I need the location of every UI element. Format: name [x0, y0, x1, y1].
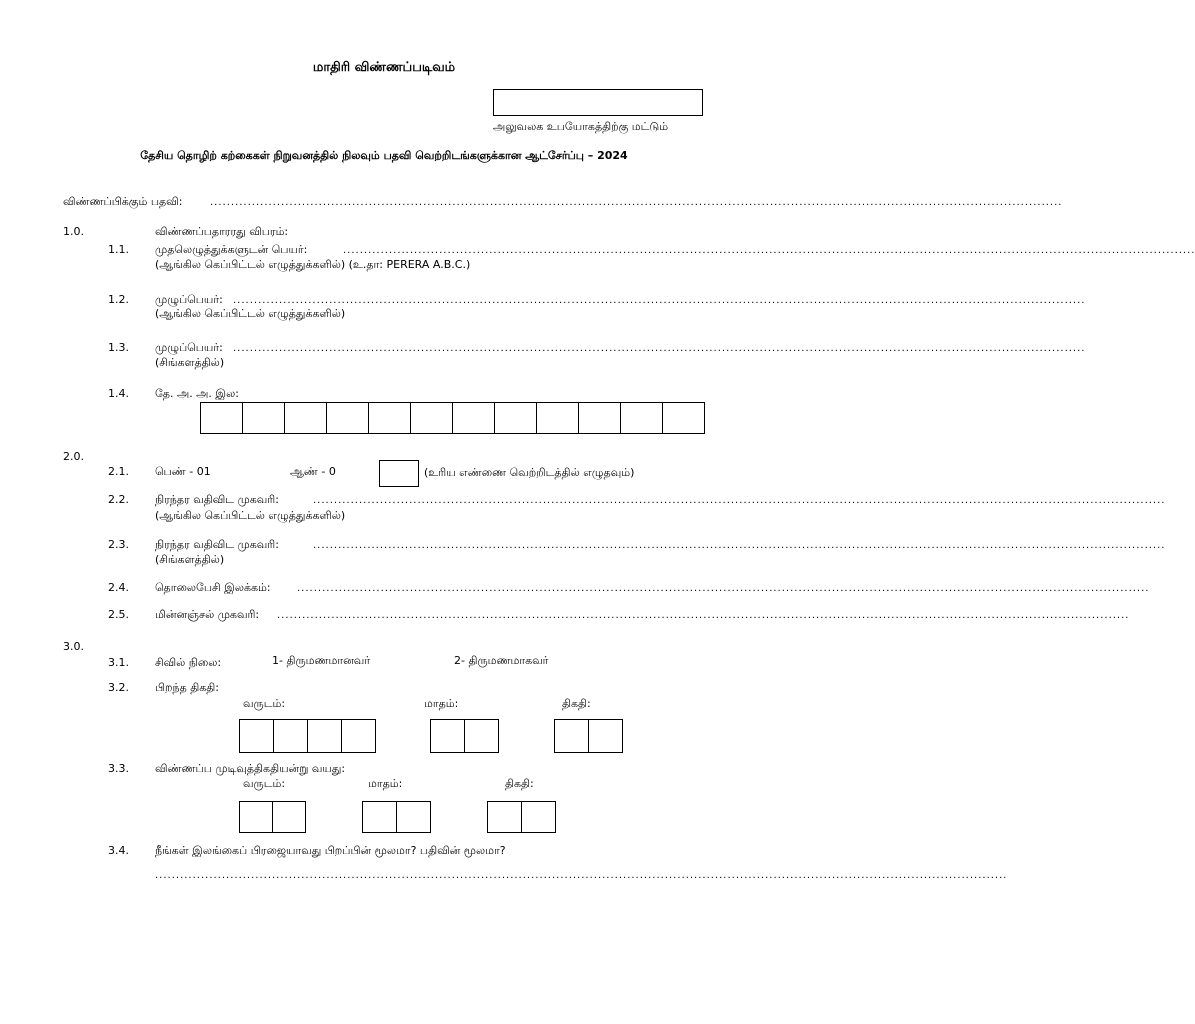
- nic-digit-box[interactable]: [326, 402, 369, 434]
- citizenship-field[interactable]: ............................................................................................................................................................................................................: [155, 870, 1008, 881]
- nic-digit-box[interactable]: [578, 402, 621, 434]
- section-number: 2.0.: [63, 450, 84, 463]
- item-number: 3.4.: [108, 844, 129, 857]
- item-number: 2.1.: [108, 465, 129, 478]
- dob-day-digit-box[interactable]: [588, 719, 623, 753]
- nic-digit-box[interactable]: [620, 402, 663, 434]
- section-number: 1.0.: [63, 225, 84, 238]
- email-field[interactable]: ............................................................................................................................................................................................................: [277, 610, 1130, 621]
- age-month-digit-box[interactable]: [396, 801, 431, 833]
- nic-digit-box[interactable]: [242, 402, 285, 434]
- section-number: 3.0.: [63, 640, 84, 653]
- nic-label: தே. அ. அ. இல:: [155, 387, 239, 400]
- dob-year-digit-box[interactable]: [341, 719, 376, 753]
- age-year-digit-box[interactable]: [239, 801, 273, 833]
- gender-male-option: ஆண் - 0: [290, 465, 336, 478]
- office-use-label: அலுவலக உபயோகத்திற்கு மட்டும்: [493, 120, 669, 133]
- civil-status-married: 1- திருமணமானவர்: [272, 654, 371, 667]
- item-number: 2.2.: [108, 493, 129, 506]
- age-year-digit-box[interactable]: [272, 801, 306, 833]
- post-applied-label: விண்ணப்பிக்கும் பதவி:: [63, 195, 183, 208]
- nic-boxes: [200, 402, 705, 434]
- nic-digit-box[interactable]: [452, 402, 495, 434]
- civil-status-label: சிவில் நிலை:: [155, 656, 222, 669]
- nic-digit-box[interactable]: [200, 402, 243, 434]
- full-name-english-field[interactable]: ............................................................................................................................................................................................................: [233, 295, 1086, 306]
- dob-year-digit-box[interactable]: [273, 719, 308, 753]
- nic-digit-box[interactable]: [368, 402, 411, 434]
- nic-digit-box[interactable]: [662, 402, 705, 434]
- dob-month-digit-box[interactable]: [464, 719, 499, 753]
- gender-female-option: பெண் - 01: [155, 465, 211, 478]
- nic-digit-box[interactable]: [284, 402, 327, 434]
- item-number: 2.5.: [108, 608, 129, 621]
- item-number: 1.3.: [108, 341, 129, 354]
- dob-year-digit-box[interactable]: [307, 719, 342, 753]
- age-label: விண்ணப்ப முடிவுத்திகதியன்று வயது:: [155, 762, 346, 775]
- phone-label: தொலைபேசி இலக்கம்:: [155, 581, 271, 594]
- item-number: 1.2.: [108, 293, 129, 306]
- item-number: 1.4.: [108, 387, 129, 400]
- gender-input-box[interactable]: [379, 460, 419, 487]
- gender-hint: (உரிய எண்ணை வெற்றிடத்தில் எழுதவும்): [424, 466, 635, 479]
- dob-day-label: திகதி:: [562, 697, 591, 710]
- address-sinhala-hint: (சிங்களத்தில்): [155, 553, 225, 566]
- civil-status-unmarried: 2- திருமணமாகவர்: [454, 654, 549, 667]
- nic-digit-box[interactable]: [410, 402, 453, 434]
- item-number: 3.1.: [108, 656, 129, 669]
- full-name-sinhala-field[interactable]: ............................................................................................................................................................................................................: [233, 343, 1086, 354]
- section-title: விண்ணப்பதாரரது விபரம்:: [155, 225, 289, 238]
- address-sinhala-label: நிரந்தர வதிவிட முகவரி:: [155, 538, 279, 551]
- age-day-boxes: [487, 801, 556, 833]
- address-english-field[interactable]: ............................................................................................................................................................................................................: [313, 495, 1166, 506]
- nic-digit-box[interactable]: [536, 402, 579, 434]
- email-label: மின்னஞ்சல் முகவரி:: [155, 608, 260, 621]
- address-english-label: நிரந்தர வதிவிட முகவரி:: [155, 493, 279, 506]
- item-number: 2.4.: [108, 581, 129, 594]
- item-number: 2.3.: [108, 538, 129, 551]
- age-month-boxes: [362, 801, 431, 833]
- dob-label: பிறந்த திகதி:: [155, 681, 220, 694]
- name-with-initials-field[interactable]: ............................................................................................................................................................................................................: [343, 245, 1195, 256]
- full-name-english-hint: (ஆங்கில கெப்பிட்டல் எழுத்துக்களில்): [155, 307, 346, 320]
- full-name-sinhala-label: முழுப்பெயர்:: [155, 341, 223, 354]
- citizenship-label: நீங்கள் இலங்கைப் பிரஜையாவது பிறப்பின் மூலமா? பதிவின் மூலமா?: [155, 844, 506, 857]
- age-year-label: வருடம்:: [243, 777, 286, 790]
- dob-day-boxes: [554, 719, 623, 753]
- item-number: 3.3.: [108, 762, 129, 775]
- address-sinhala-field[interactable]: ............................................................................................................................................................................................................: [313, 540, 1166, 551]
- dob-year-boxes: [239, 719, 376, 753]
- name-with-initials-label: முதலெழுத்துக்களுடன் பெயர்:: [155, 243, 308, 256]
- age-month-digit-box[interactable]: [362, 801, 397, 833]
- dob-month-digit-box[interactable]: [430, 719, 465, 753]
- dob-day-digit-box[interactable]: [554, 719, 589, 753]
- item-number: 1.1.: [108, 243, 129, 256]
- age-day-label: திகதி:: [505, 777, 534, 790]
- item-number: 3.2.: [108, 681, 129, 694]
- age-year-boxes: [239, 801, 306, 833]
- dob-month-label: மாதம்:: [424, 697, 459, 710]
- address-english-hint: (ஆங்கில கெப்பிட்டல் எழுத்துக்களில்): [155, 509, 346, 522]
- name-with-initials-hint: (ஆங்கில கெப்பிட்டல் எழுத்துக்களில்) (உ.தா: PERERA A.B.C.): [155, 258, 471, 271]
- full-name-english-label: முழுப்பெயர்:: [155, 293, 223, 306]
- age-day-digit-box[interactable]: [521, 801, 556, 833]
- post-applied-field[interactable]: ............................................................................................................................................................................................................: [210, 197, 1063, 208]
- dob-year-label: வருடம்:: [243, 697, 286, 710]
- age-month-label: மாதம்:: [368, 777, 403, 790]
- office-use-box[interactable]: [493, 89, 703, 116]
- form-subtitle: தேசிய தொழிற் கற்கைகள் நிறுவனத்தில் நிலவும் பதவி வெற்றிடங்களுக்கான ஆட்சேர்ப்பு – 2024: [140, 149, 628, 162]
- dob-month-boxes: [430, 719, 499, 753]
- dob-year-digit-box[interactable]: [239, 719, 274, 753]
- age-day-digit-box[interactable]: [487, 801, 522, 833]
- phone-field[interactable]: ............................................................................................................................................................................................................: [297, 583, 1150, 594]
- form-title: மாதிரி விண்ணப்படிவம்: [312, 60, 456, 75]
- nic-digit-box[interactable]: [494, 402, 537, 434]
- full-name-sinhala-hint: (சிங்களத்தில்): [155, 356, 225, 369]
